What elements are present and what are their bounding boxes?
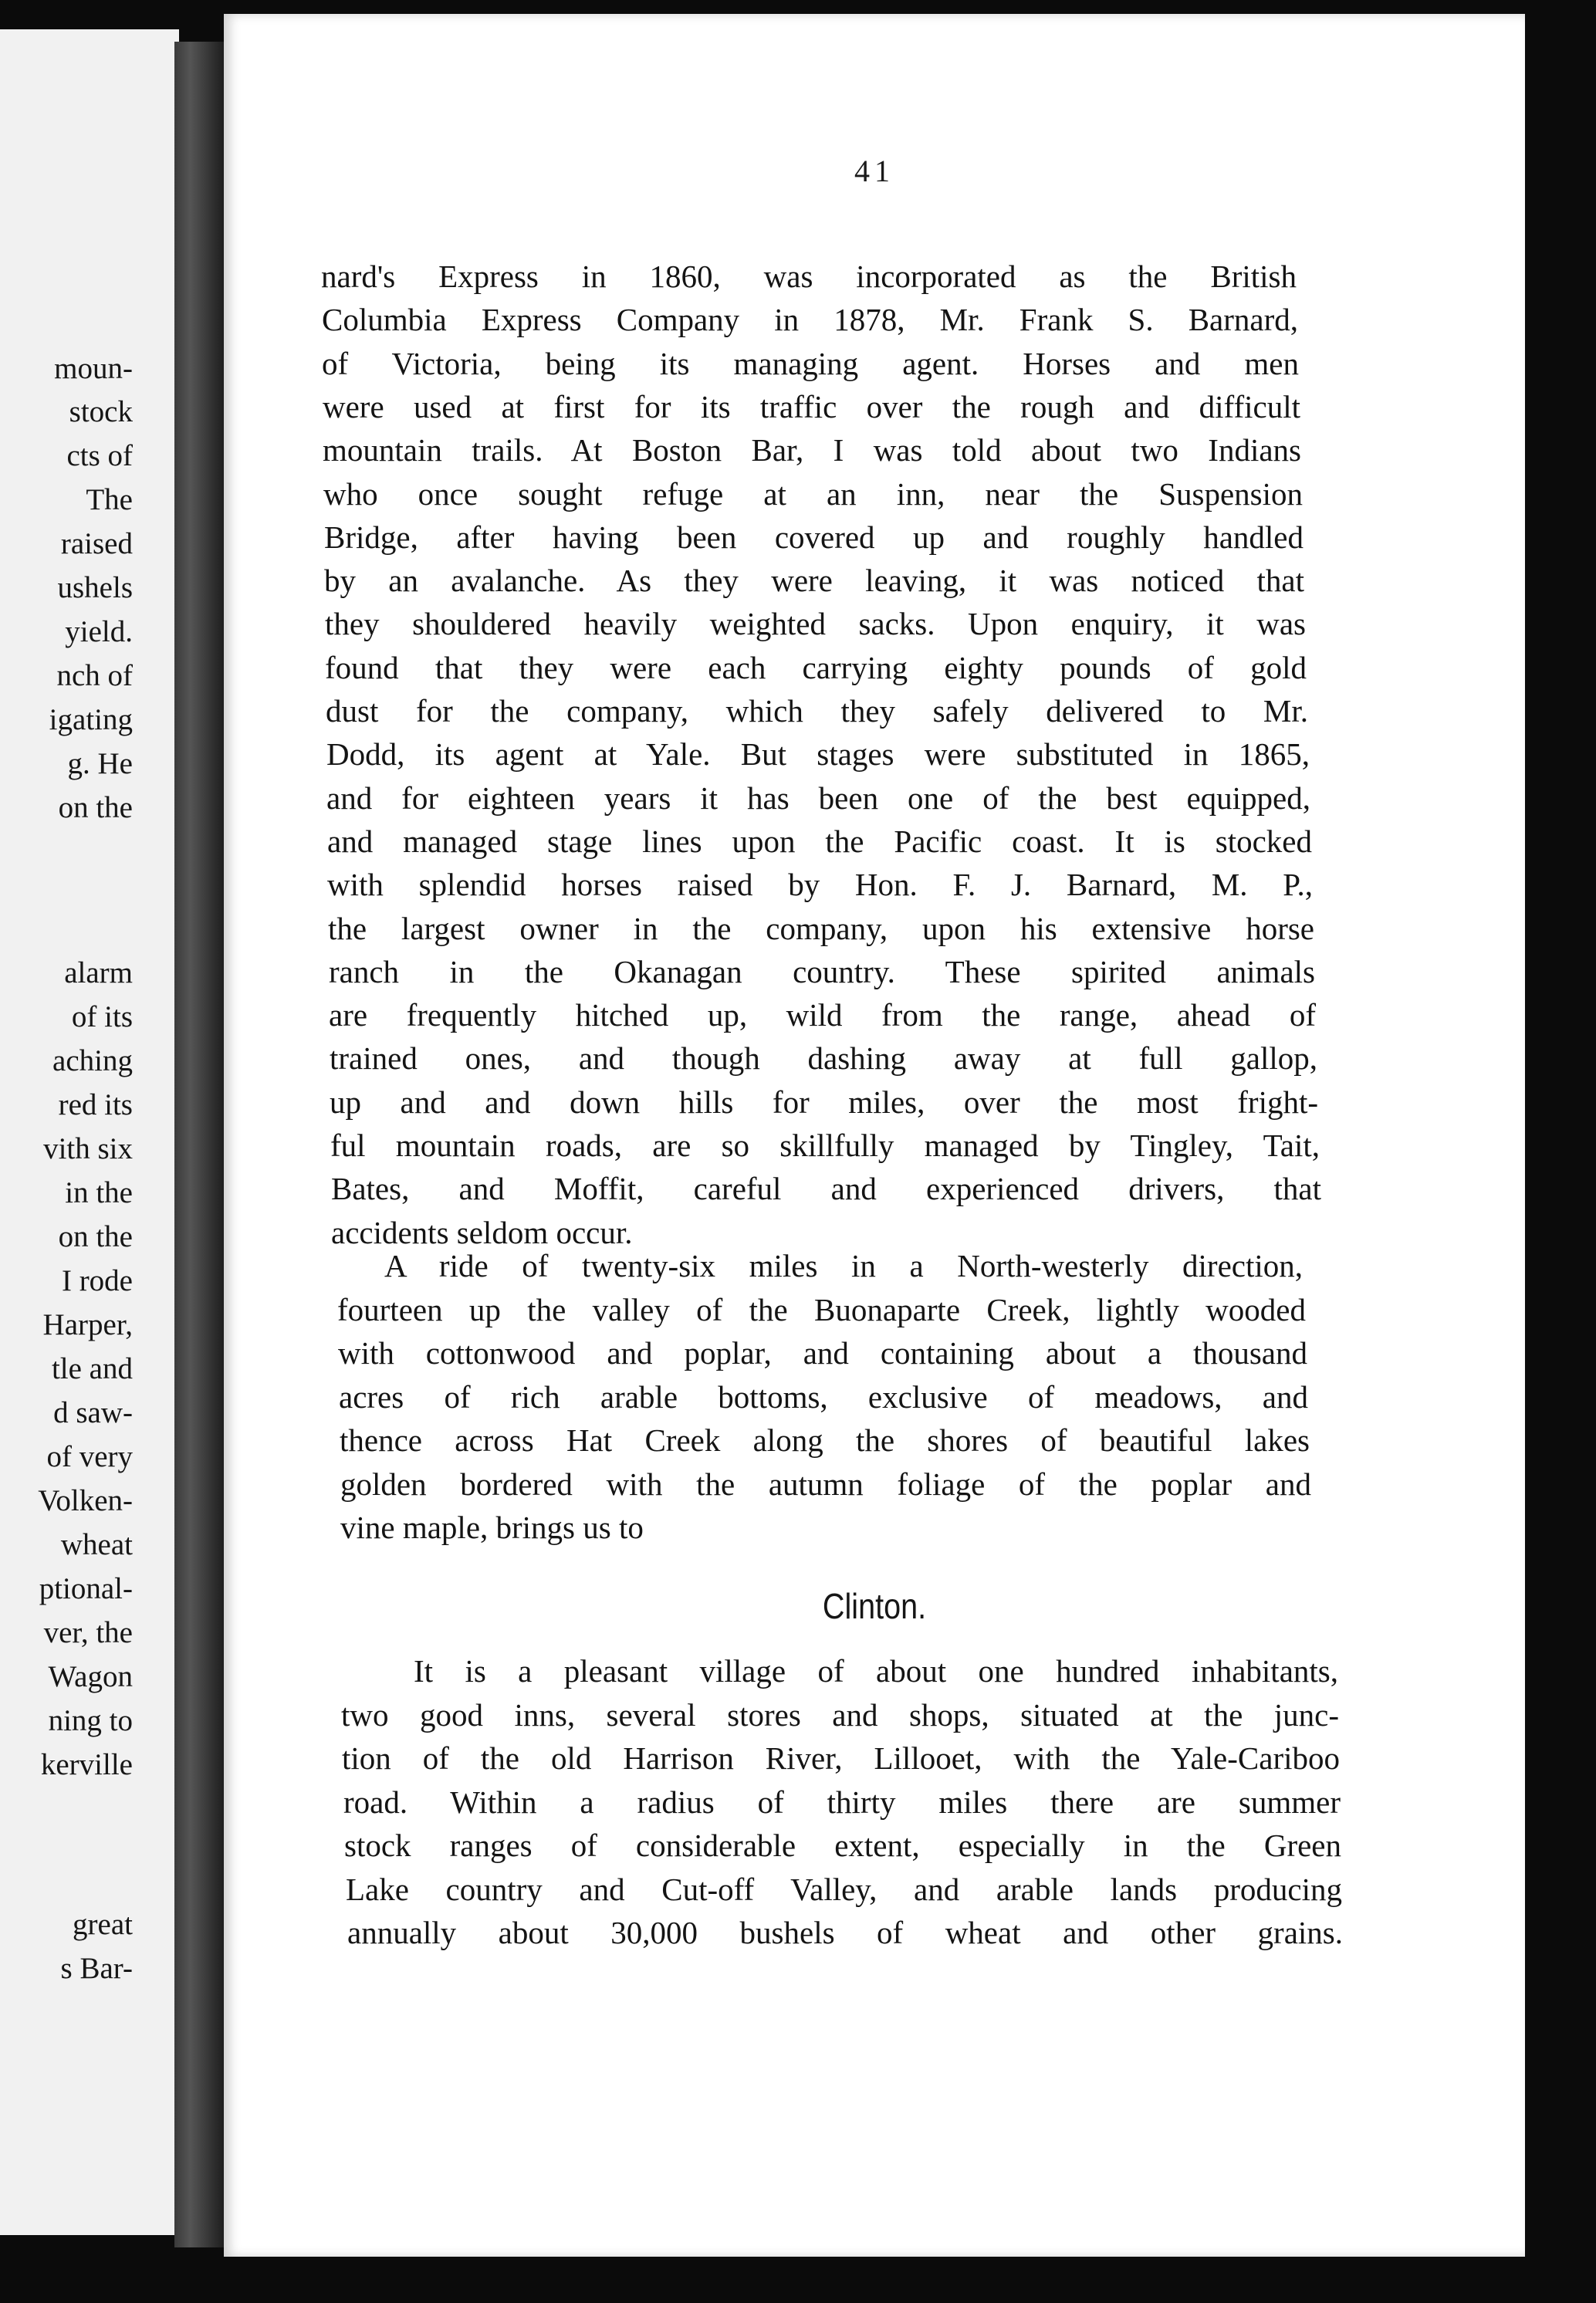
text-line: annually about 30,000 bushels of wheat and other grains.: [347, 1915, 1343, 1950]
left-page-text-fragment: raised: [60, 527, 133, 560]
left-page-text-fragment: moun-: [54, 352, 133, 385]
left-page-text-fragment: wheat: [60, 1528, 133, 1561]
left-page-text-fragment: The: [86, 483, 133, 516]
text-line: stock ranges of considerable extent, especially in the Green: [344, 1828, 1341, 1863]
text-line: were used at first for its traffic over the rough and difficult: [323, 388, 1300, 424]
text-line: who once sought refuge at an inn, near the Suspension: [323, 475, 1303, 512]
text-line: Columbia Express Company in 1878, Mr. Frank S. Barnard,: [322, 302, 1298, 338]
text-line: Bates, and Moffit, careful and experienced drivers, that: [331, 1171, 1321, 1207]
left-page-text-fragment: of very: [46, 1440, 133, 1473]
left-page-text-fragment: ushels: [57, 571, 133, 604]
left-page-text-fragment: red its: [58, 1088, 133, 1121]
text-line: Dodd, its agent at Yale. But stages were substituted in 1865,: [326, 736, 1310, 773]
left-page-text-fragment: tle and: [51, 1352, 133, 1385]
left-page-text-fragment: ning to: [48, 1704, 133, 1737]
left-page-text-fragment: cts of: [66, 439, 133, 472]
left-page-text-fragment: aching: [52, 1044, 133, 1077]
text-line: accidents seldom occur.: [331, 1214, 633, 1250]
text-line: ful mountain roads, are so skillfully managed by Tingley, Tait,: [330, 1128, 1320, 1163]
text-line: they shouldered heavily weighted sacks. Upon enquiry, it was: [325, 606, 1306, 642]
text-line: golden bordered with the autumn foliage of the poplar and: [340, 1466, 1311, 1502]
left-page-text-fragment: igating: [49, 703, 133, 736]
left-page-text-fragment: d saw-: [53, 1396, 133, 1429]
left-page-text-fragment: yield.: [65, 615, 133, 648]
text-line: mountain trails. At Boston Bar, I was told about two Indians: [323, 432, 1301, 468]
text-line: dust for the company, which they safely delivered to Mr.: [326, 693, 1308, 729]
text-line: are frequently hitched up, wild from the range, ahead of: [329, 997, 1316, 1033]
text-line: fourteen up the valley of the Buonaparte Creek, lightly wooded: [337, 1291, 1306, 1327]
left-page-text-fragment: nch of: [56, 659, 133, 692]
text-line: Bridge, after having been covered up and roughly handled: [324, 519, 1304, 555]
left-page-text-fragment: I rode: [61, 1264, 133, 1297]
left-page-text-fragment: kerville: [40, 1748, 133, 1781]
text-line: trained ones, and though dashing away at full gallop,: [330, 1040, 1317, 1077]
text-line: two good inns, several stores and shops, situated at the junc-: [341, 1696, 1339, 1733]
text-line: thence across Hat Creek along the shores of beautiful lakes: [340, 1422, 1310, 1458]
left-facing-page: [0, 29, 179, 2235]
text-line: of Victoria, being its managing agent. Horses and men: [322, 345, 1299, 381]
left-page-text-fragment: ver, the: [43, 1616, 133, 1649]
left-page-text-fragment: in the: [65, 1176, 133, 1209]
left-page-text-fragment: vith six: [43, 1132, 133, 1165]
section-heading: Clinton.: [822, 1586, 927, 1626]
left-page-text-fragment: Harper,: [42, 1308, 133, 1341]
left-page-text-fragment: ptional-: [39, 1572, 133, 1605]
left-page-text-fragment: on the: [58, 1220, 133, 1253]
left-page-text-fragment: alarm: [64, 956, 133, 989]
left-page-text-fragment: g. He: [67, 747, 133, 780]
text-line: found that they were each carrying eighty pounds of gold: [325, 649, 1307, 685]
text-line: by an avalanche. As they were leaving, it was noticed that: [324, 563, 1304, 599]
text-line: It is a pleasant village of about one hundred inhabitants,: [414, 1653, 1338, 1689]
left-page-text-fragment: on the: [58, 791, 133, 824]
page-number: 41: [854, 154, 894, 188]
text-line: tion of the old Harrison River, Lillooet, with the Yale-Cariboo: [342, 1740, 1340, 1776]
book-gutter: [174, 42, 227, 2247]
text-line: and for eighteen years it has been one of the best equipped,: [326, 780, 1310, 816]
left-page-text-fragment: stock: [69, 395, 133, 428]
text-line: Lake country and Cut-off Valley, and arable lands producing: [346, 1871, 1342, 1907]
left-page-text-fragment: s Bar-: [60, 1952, 133, 1985]
text-line: with cottonwood and poplar, and containing about a thousand: [338, 1335, 1307, 1371]
left-page-text-fragment: Wagon: [48, 1660, 133, 1693]
text-line: A ride of twenty-six miles in a North-westerly direction,: [384, 1248, 1303, 1283]
text-line: ranch in the Okanagan country. These spirited animals: [329, 953, 1315, 989]
right-page: [224, 14, 1525, 2257]
text-line: with splendid horses raised by Hon. F. J. Barnard, M. P.,: [327, 867, 1313, 903]
text-line: the largest owner in the company, upon his extensive horse: [328, 910, 1314, 946]
left-page-text-fragment: of its: [71, 1000, 133, 1033]
text-line: nard's Express in 1860, was incorporated as the British: [321, 259, 1297, 294]
left-page-text-fragment: great: [73, 1908, 133, 1941]
left-page-text-fragment: Volken-: [38, 1484, 133, 1517]
text-line: vine maple, brings us to: [340, 1510, 644, 1545]
text-line: and managed stage lines upon the Pacific coast. It is stocked: [327, 823, 1312, 859]
text-line: up and and down hills for miles, over the most fright-: [330, 1084, 1318, 1120]
text-line: road. Within a radius of thirty miles there are summer: [343, 1784, 1341, 1820]
text-line: acres of rich arable bottoms, exclusive of meadows, and: [339, 1378, 1308, 1415]
